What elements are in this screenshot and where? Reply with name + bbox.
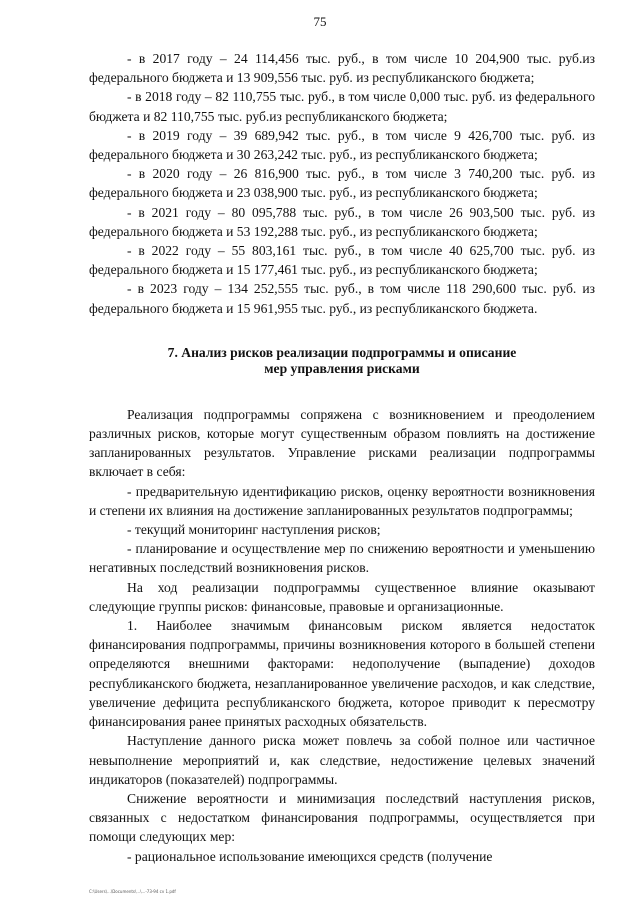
financing-item-2018: - в 2018 году – 82 110,755 тыс. руб., в том числе 0,000 тыс. руб. из федерального бюджета и 82 110,755 тыс. руб.из республиканского бюджета; [89,89,595,124]
page-content [89,49,595,866]
footer-file-stamp: C:\Users\...\Documents\...\...-73-94 cv 1.pdf [89,889,176,894]
mitigation-measure-1: - рациональное использование имеющихся средств (получение [127,848,493,864]
risk-consequence-paragraph: Наступление данного риска может повлечь за собой полное или частичное невыполнение мероприятий и, как следствие, недостижение целевых значений индикаторов (показателей) подпрограммы. [89,733,595,787]
financing-item-2020: - в 2020 году – 26 816,900 тыс. руб., в том числе 3 740,200 тыс. руб. из федерального бюджета и 23 038,900 тыс. руб., из республиканского бюджета; [89,166,595,201]
financing-item-2021: - в 2021 году – 80 095,788 тыс. руб., в том числе 26 903,500 тыс. руб. из федерального бюджета и 53 192,288 тыс. руб., из республиканского бюджета; [89,204,595,239]
section-heading-line-2: мер управления рисками [264,360,420,376]
risk-management-item-3: - планирование и осуществление мер по снижению вероятности и уменьшению негативных последствий возникновения рисков. [89,541,595,576]
financial-risk-paragraph: 1. Наиболее значимым финансовым риском является недостаток финансирования подпрограммы, причины возникновения которого в большей степени определяются внешними факторами: недополучение (выпадение) доходов республиканского бюджета, незапланированное увеличение расходов, и как следствие, увеличение дефицита республиканского бюджета, которое приводит к пересмотру финансирования ранее принятых расходных обязательств. [89,618,595,730]
risk-groups-paragraph: На ход реализации подпрограммы существенное влияние оказывают следующие группы рисков: финансовые, правовые и организационные. [89,579,595,614]
section-heading-line-1: 7. Анализ рисков реализации подпрограммы и описание [167,344,517,360]
page-number: 75 [313,14,327,29]
risk-management-item-2: - текущий мониторинг наступления рисков; [127,522,381,538]
financing-item-2019: - в 2019 году – 39 689,942 тыс. руб., в том числе 9 426,700 тыс. руб. из федерального бюджета и 30 263,242 тыс. руб., из республиканского бюджета; [89,127,595,163]
financing-item-2017: - в 2017 году – 24 114,456 тыс. руб., в том числе 10 204,900 тыс. руб.из федерального бюджета и 13 909,556 тыс. руб. из республиканского бюджета; [89,51,595,86]
intro-paragraph: Реализация подпрограммы сопряжена с возникновением и преодолением различных рисков, которые могут существенным образом повлиять на достижение запланированных результатов. Управление рисками реализации подпрограммы включает в себя: [89,406,595,480]
financing-list [89,49,595,318]
financing-item-2022: - в 2022 году – 55 803,161 тыс. руб., в том числе 40 625,700 тыс. руб. из федерального бюджета и 15 177,461 тыс. руб., из республиканского бюджета; [89,243,595,278]
section-heading [89,345,595,377]
financing-item-2023: - в 2023 году – 134 252,555 тыс. руб., в том числе 118 290,600 тыс. руб. из федерального бюджета и 15 961,955 тыс. руб., из республиканского бюджета. [89,281,595,316]
risk-management-item-1: - предварительную идентификацию рисков, оценку вероятности возникновения и степени их влияния на достижение запланированных результатов подпрограммы; [89,483,595,518]
mitigation-paragraph: Снижение вероятности и минимизация последствий наступления рисков, связанных с недостатком финансирования подпрограммы, осуществляется при помощи следующих мер: [89,790,595,845]
